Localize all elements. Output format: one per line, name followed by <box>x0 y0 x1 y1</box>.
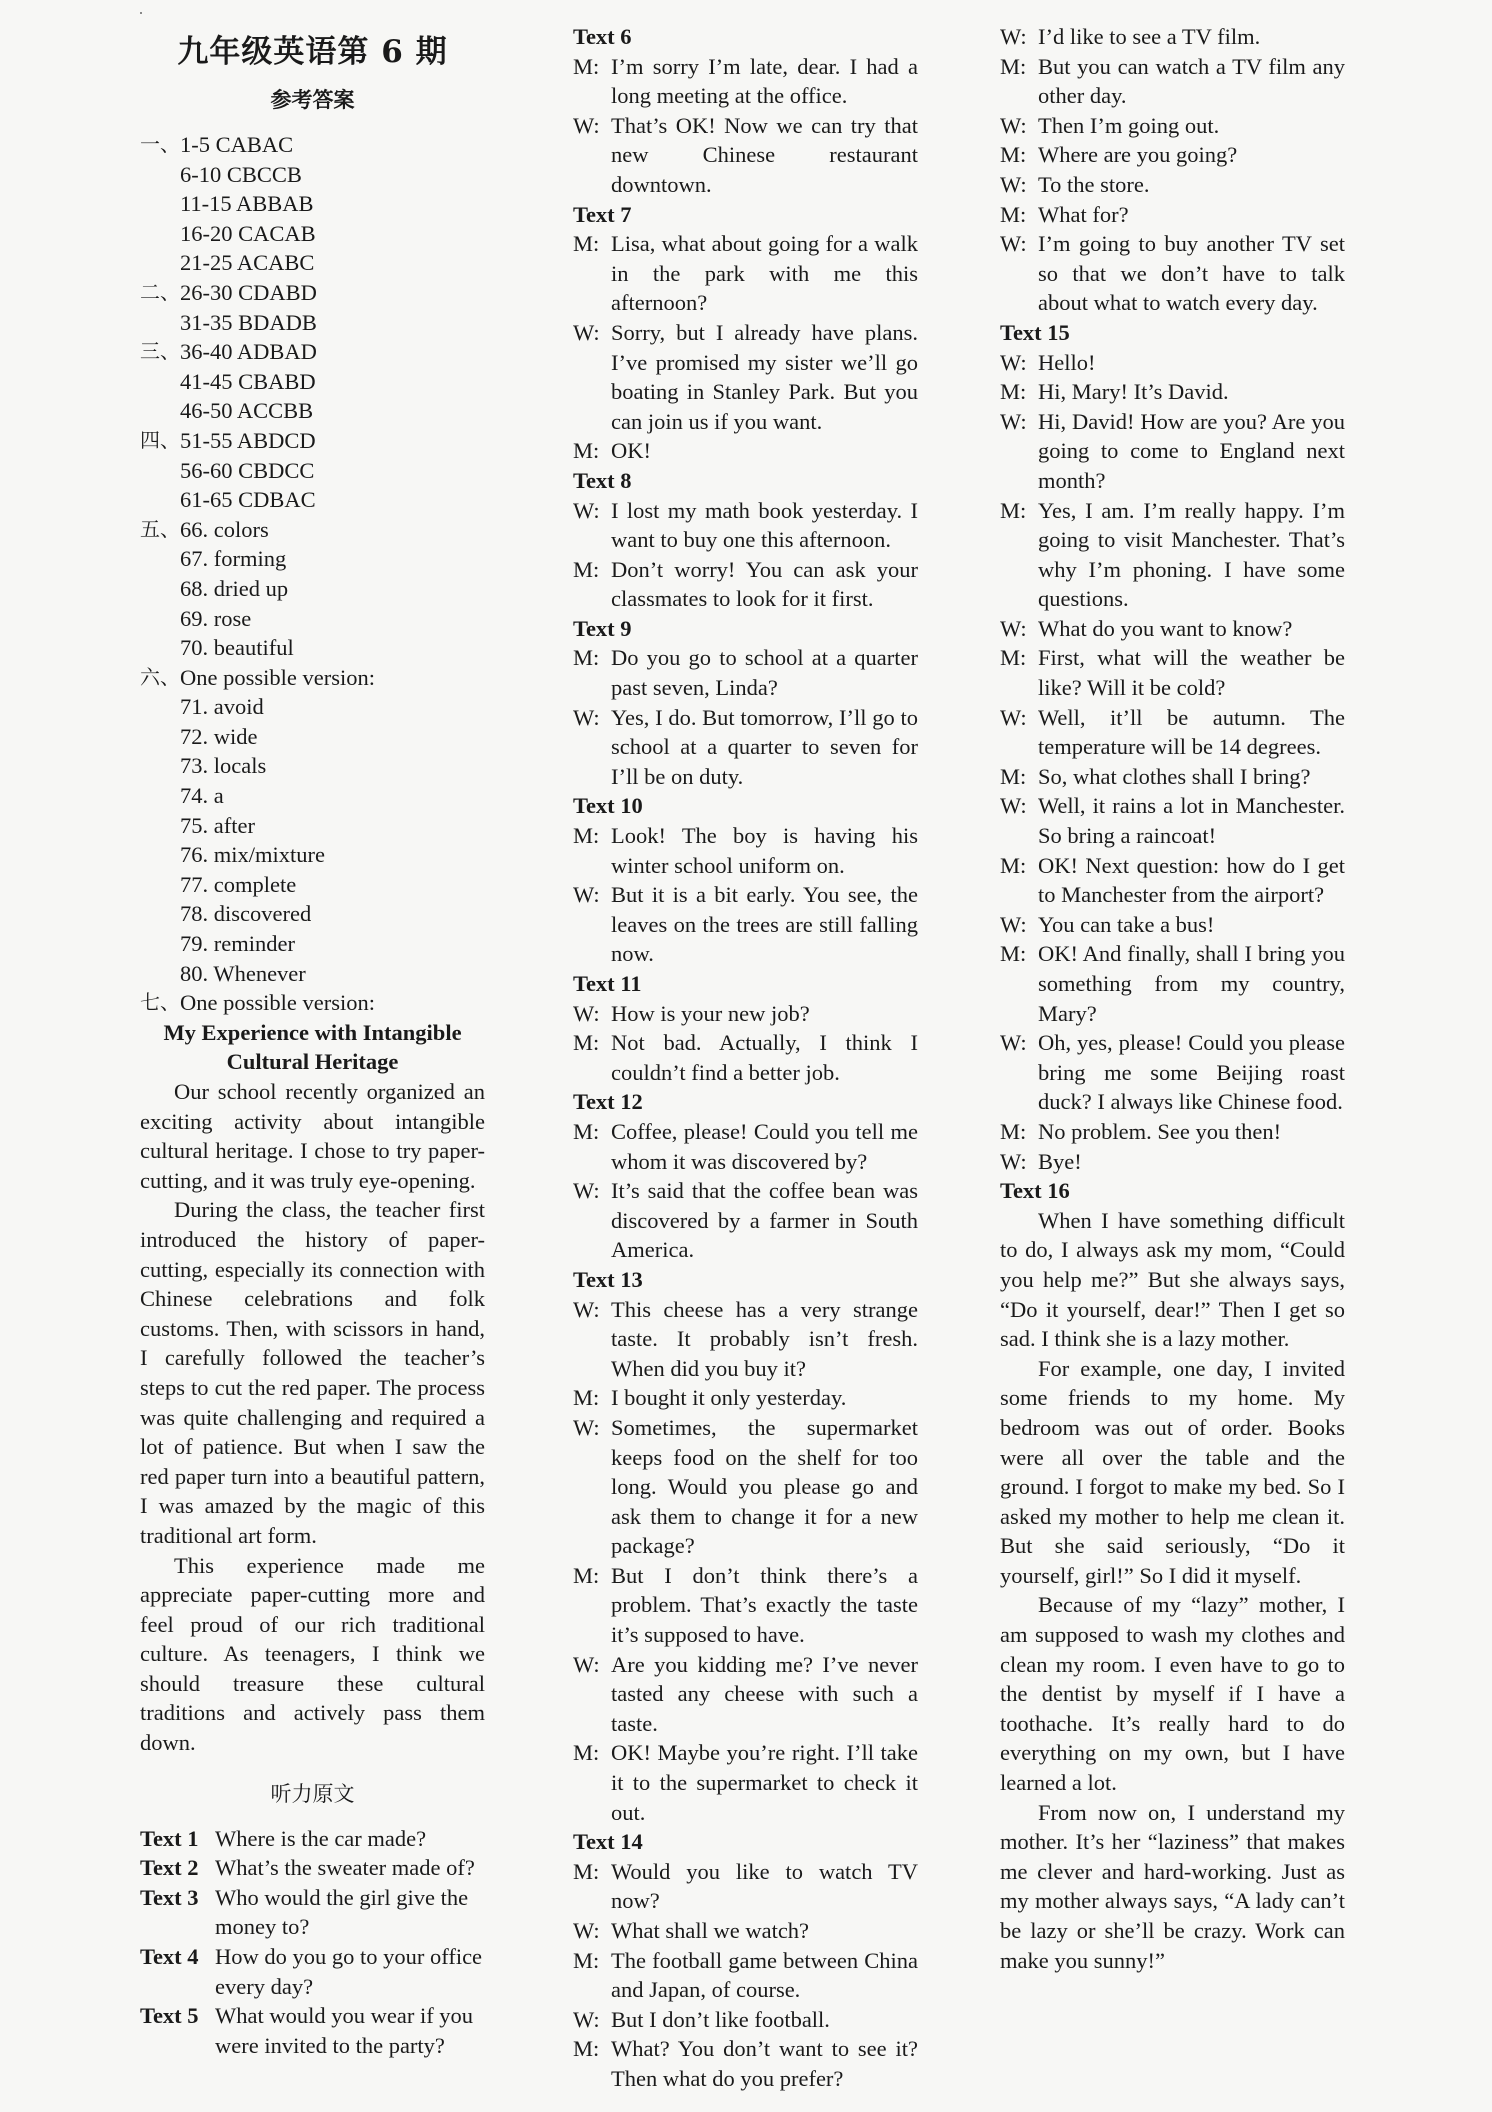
speaker-label: W: <box>1000 704 1027 730</box>
answer-row <box>140 781 485 811</box>
question-row <box>140 2001 485 2060</box>
speaker-label: M: <box>573 438 600 464</box>
paragraph-text: This experience made me appreciate paper-cutting more and feel proud of our rich traditional culture. As teenagers, I think we should treasure these cultural traditions and actively pass them down. <box>140 1552 485 1756</box>
dialogue-line <box>573 555 918 614</box>
narrative-paragraph <box>1000 1206 1345 1354</box>
dialogue-line <box>573 643 918 702</box>
utterance-text: The football game between China and Japan, of course. <box>611 1947 918 2003</box>
answer-text: 74. a <box>180 783 224 809</box>
answer-text: 72. wide <box>180 723 258 749</box>
answer-text: 66. colors <box>180 516 269 542</box>
answer-row <box>140 692 485 722</box>
utterance-text: No problem. See you then! <box>1038 1118 1282 1144</box>
speaker-label: W: <box>573 319 600 345</box>
speaker-label: M: <box>1000 379 1027 405</box>
section-marker <box>140 722 180 752</box>
answer-row <box>140 189 485 219</box>
utterance-text: Yes, I do. But tomorrow, I’ll go to school at a quarter to seven for I’ll be on duty. <box>611 704 918 789</box>
column-transcript-3 <box>1000 22 1345 1975</box>
speaker-label: W: <box>573 497 600 523</box>
speaker-label: M: <box>573 1562 600 1588</box>
transcript-heading: Text 9 <box>573 615 632 641</box>
answer-text: 77. complete <box>180 871 297 897</box>
speaker-label: W: <box>573 704 600 730</box>
dialogue-line <box>573 1561 918 1650</box>
answer-row <box>140 456 485 486</box>
question-text: How do you go to your office every day? <box>215 1944 483 1999</box>
utterance-text: Hello! <box>1038 349 1096 375</box>
dialogue-line <box>1000 407 1345 496</box>
answer-text: 31-35 BDADB <box>180 309 317 335</box>
speaker-label: W: <box>1000 112 1027 138</box>
answer-row <box>140 604 485 634</box>
utterance-text: But I don’t think there’s a problem. That’s exactly the taste it’s supposed to have. <box>611 1562 918 1648</box>
dialogue-line <box>1000 1147 1345 1177</box>
utterance-text: Lisa, what about going for a walk in the park with me this afternoon? <box>611 231 918 316</box>
answer-text: One possible version: <box>180 664 375 690</box>
answer-row <box>140 751 485 781</box>
answer-text: 16-20 CACAB <box>180 220 316 246</box>
transcript-heading: Text 15 <box>1000 319 1070 345</box>
question-label: Text 5 <box>140 2003 199 2029</box>
speaker-label: W: <box>573 1296 600 1322</box>
transcript-heading: Text 10 <box>573 793 643 819</box>
utterance-text: But it is a bit early. You see, the leaves on the trees are still falling now. <box>611 882 918 967</box>
dialogue-line <box>573 2034 918 2093</box>
answer-row <box>140 544 485 574</box>
utterance-text: OK! <box>611 438 651 464</box>
dialogue-line <box>1000 762 1345 792</box>
utterance-text: Coffee, please! Could you tell me whom it was discovered by? <box>611 1118 918 1174</box>
utterance-text: You can take a bus! <box>1038 911 1215 937</box>
utterance-text: Yes, I am. I’m really happy. I’m going to visit Manchester. That’s why I’m phoning. I have some questions. <box>1038 497 1345 612</box>
answer-text: 70. beautiful <box>180 635 294 661</box>
speaker-label: M: <box>1000 201 1027 227</box>
answer-row <box>140 219 485 249</box>
speaker-label: W: <box>1000 1148 1027 1174</box>
transcript-heading: Text 6 <box>573 24 632 49</box>
paragraph-text: When I have something difficult to do, I always ask my mom, “Could you help me?” But she always says, “Do it yourself, dear!” Then I get so sad. I think she is a lazy mother. <box>1000 1207 1345 1352</box>
dialogue-line <box>573 880 918 969</box>
speaker-label: M: <box>573 556 600 582</box>
dialogue-line <box>1000 614 1345 644</box>
dialogue-line <box>573 1176 918 1265</box>
section-marker <box>140 959 180 989</box>
question-text: Who would the girl give the money to? <box>215 1884 469 1940</box>
speaker-label: M: <box>573 1740 600 1766</box>
dialogue-line <box>1000 496 1345 614</box>
answer-text: 6-10 CBCCB <box>180 161 302 187</box>
utterance-text: Not bad. Actually, I think I couldn’t find a better job. <box>611 1030 918 1085</box>
answer-row <box>140 337 485 367</box>
utterance-text: Don’t worry! You can ask your classmates to look for it first. <box>611 556 918 612</box>
answer-text: 67. forming <box>180 546 287 572</box>
transcript-heading: Text 8 <box>573 467 632 493</box>
section-marker <box>140 692 180 722</box>
section-marker: 四、 <box>140 427 180 452</box>
answer-text: 79. reminder <box>180 931 295 957</box>
speaker-label: W: <box>1000 615 1027 641</box>
dialogue-line <box>1000 1028 1345 1117</box>
section-marker <box>140 870 180 900</box>
dialogue-line <box>573 1028 918 1087</box>
dialogue-line <box>1000 377 1345 407</box>
section-marker <box>140 633 180 663</box>
utterance-text: Are you kidding me? I’ve never tasted any cheese with such a taste. <box>611 1651 918 1736</box>
question-row <box>140 1824 485 1854</box>
answer-text: 51-55 ABDCD <box>180 427 316 453</box>
speaker-label: M: <box>573 53 600 79</box>
answer-row <box>140 367 485 397</box>
answer-row <box>140 870 485 900</box>
answer-text: 46-50 ACCBB <box>180 398 314 424</box>
section-marker <box>140 899 180 929</box>
section-marker: 五、 <box>140 516 180 541</box>
section-marker: 七、 <box>140 990 180 1015</box>
essay <box>140 1018 485 1758</box>
answer-row <box>140 722 485 752</box>
speaker-label: W: <box>573 1918 600 1943</box>
utterance-text: Sometimes, the supermarket keeps food on the shelf for too long. Would you please go and ask them to change it for a new package? <box>611 1414 918 1559</box>
question-row <box>140 1853 485 1883</box>
dialogue-line <box>573 1413 918 1561</box>
speaker-label: M: <box>1000 53 1027 79</box>
dialogue-line <box>573 703 918 792</box>
speaker-label: M: <box>573 823 600 849</box>
utterance-text: Where are you going? <box>1038 142 1238 168</box>
speaker-label: M: <box>573 1030 600 1056</box>
utterance-text: I lost my math book yesterday. I want to buy one this afternoon. <box>611 497 918 553</box>
answer-row <box>140 160 485 190</box>
utterance-text: OK! And finally, shall I bring you something from my country, Mary? <box>1038 941 1345 1026</box>
utterance-text: What for? <box>1038 201 1129 227</box>
answer-text: 69. rose <box>180 605 252 631</box>
answer-text: One possible version: <box>180 990 375 1016</box>
section-marker <box>140 544 180 574</box>
utterance-text: This cheese has a very strange taste. It probably isn’t fresh. When did you buy it? <box>611 1296 918 1381</box>
question-row <box>140 1883 485 1942</box>
utterance-text: What do you want to know? <box>1038 615 1293 641</box>
dialogue-line <box>1000 170 1345 200</box>
speaker-label: W: <box>573 112 600 138</box>
answer-text: 1-5 CABAC <box>180 132 294 157</box>
dialogue-line <box>573 1857 918 1916</box>
narrative-paragraph <box>1000 1354 1345 1591</box>
dialogue-line <box>573 1946 918 2005</box>
dialogue-line <box>1000 140 1345 170</box>
answer-row <box>140 663 485 693</box>
speaker-label: M: <box>573 1385 600 1411</box>
section-marker <box>140 811 180 841</box>
section-marker <box>140 751 180 781</box>
essay-paragraph <box>140 1195 485 1550</box>
utterance-text: Then I’m going out. <box>1038 112 1220 138</box>
speaker-label: M: <box>1000 497 1027 523</box>
dialogue-line <box>573 52 918 111</box>
utterance-text: Hi, Mary! It’s David. <box>1038 379 1229 405</box>
utterance-text: OK! Next question: how do I get to Manchester from the airport? <box>1038 852 1345 908</box>
answer-text: 68. dried up <box>180 575 289 601</box>
speaker-label: M: <box>1000 852 1027 878</box>
answer-text: 75. after <box>180 812 255 838</box>
speaker-label: W: <box>1000 911 1027 937</box>
section-marker <box>140 248 180 278</box>
paragraph-text: Our school recently organized an exciting activity about intangible cultural heritage. I chose to try paper-cutting, and it was truly eye-opening. <box>140 1079 485 1193</box>
speaker-label: M: <box>573 2036 600 2062</box>
question-label: Text 3 <box>140 1884 199 1910</box>
section-marker: 三、 <box>140 339 180 364</box>
dialogue-line <box>573 1916 918 1946</box>
speaker-label: W: <box>573 1414 600 1440</box>
section-marker <box>140 840 180 870</box>
speaker-label: W: <box>1000 171 1027 197</box>
answer-row <box>140 959 485 989</box>
utterance-text: That’s OK! Now we can try that new Chinese restaurant downtown. <box>611 112 918 197</box>
question-text: Where is the car made? <box>215 1825 427 1851</box>
paragraph-text: During the class, the teacher first introduced the history of paper-cutting, especially its connection with Chinese celebrations and folk customs. Then, with scissors in hand, I carefully followed the teacher’s steps to cut the red paper. The process was quite challenging and required a lot of patience. But when I saw the red paper turn into a beautiful pattern, I was amazed by the magic of this traditional art form. <box>140 1197 485 1548</box>
utterance-text: So, what clothes shall I bring? <box>1038 763 1311 789</box>
answer-row <box>140 988 485 1018</box>
dialogue-line <box>573 436 918 466</box>
dialogue-line <box>573 111 918 200</box>
dialogue-line <box>573 1295 918 1384</box>
essay-title-line2: Cultural Heritage <box>226 1049 399 1075</box>
dialogue-line <box>573 999 918 1029</box>
transcript-heading: Text 7 <box>573 201 632 227</box>
dialogue-line <box>573 229 918 318</box>
section-marker <box>140 781 180 811</box>
speaker-label: M: <box>573 1947 600 1973</box>
speaker-label: M: <box>1000 142 1027 168</box>
dialogue-line <box>573 821 918 880</box>
answer-text: 80. Whenever <box>180 960 306 986</box>
answer-row <box>140 840 485 870</box>
answer-text: 78. discovered <box>180 901 312 927</box>
utterance-text: Do you go to school at a quarter past seven, Linda? <box>611 645 918 701</box>
answer-text: 61-65 CDBAC <box>180 487 316 513</box>
section-marker <box>140 367 180 397</box>
dialogue-line <box>573 496 918 555</box>
dialogue-line <box>1000 643 1345 702</box>
answers-heading: 参考答案 <box>270 87 355 112</box>
narrative-paragraph <box>1000 1590 1345 1797</box>
utterance-text: But I don’t like football. <box>611 2006 830 2032</box>
question-list <box>140 1824 485 2061</box>
answer-row <box>140 130 485 160</box>
answer-text: 21-25 ACABC <box>180 250 315 276</box>
answer-row <box>140 574 485 604</box>
speaker-label: W: <box>1000 231 1027 257</box>
speaker-label: M: <box>1000 941 1027 967</box>
section-marker <box>140 308 180 338</box>
section-marker <box>140 160 180 190</box>
utterance-text: How is your new job? <box>611 1000 810 1026</box>
answer-text: 76. mix/mixture <box>180 842 325 868</box>
question-label: Text 1 <box>140 1825 199 1851</box>
speaker-label: W: <box>573 1178 600 1204</box>
utterance-text: First, what will the weather be like? Will it be cold? <box>1038 645 1345 701</box>
speaker-label: M: <box>573 231 600 257</box>
answer-row <box>140 929 485 959</box>
utterance-text: It’s said that the coffee bean was discovered by a farmer in South America. <box>611 1178 918 1263</box>
page-title: 九年级英语第 6 期 <box>177 34 448 70</box>
speaker-label: W: <box>573 1651 600 1677</box>
speaker-label: M: <box>1000 763 1027 789</box>
dialogue-line <box>1000 348 1345 378</box>
answer-list <box>140 130 485 1018</box>
dialogue-line <box>1000 1117 1345 1147</box>
speaker-label: W: <box>573 2006 600 2032</box>
answer-text: 71. avoid <box>180 694 264 720</box>
utterance-text: Sorry, but I already have plans. I’ve promised my sister we’ll go boating in Stanley Park. But you can join us if you want. <box>611 319 918 434</box>
column-answers <box>140 0 485 2060</box>
speaker-label: M: <box>573 645 600 671</box>
dialogue-line <box>1000 851 1345 910</box>
section-marker: 二、 <box>140 279 180 304</box>
dialogue-line <box>573 1738 918 1827</box>
question-label: Text 2 <box>140 1855 199 1881</box>
paragraph-text: From now on, I understand my mother. It’s her “laziness” that makes me clever and hard-working. Just as my mother always says, “A lady can’t be lazy or she’ll be crazy. Work can make you sunny!” <box>1000 1799 1345 1973</box>
speaker-label: W: <box>1000 24 1027 49</box>
answer-row <box>140 811 485 841</box>
essay-title-line1: My Experience with Intangible <box>163 1019 462 1045</box>
speaker-label: W: <box>573 882 600 908</box>
transcript-heading: Text 11 <box>573 971 642 996</box>
section-marker <box>140 929 180 959</box>
speaker-label: M: <box>573 1858 600 1884</box>
dialogue-line <box>1000 229 1345 318</box>
column-transcript-2 <box>573 22 918 2094</box>
question-label: Text 4 <box>140 1944 199 1970</box>
dialogue-line <box>573 1383 918 1413</box>
question-text: What would you wear if you were invited to the party? <box>215 2003 474 2058</box>
utterance-text: I bought it only yesterday. <box>611 1385 847 1411</box>
speaker-label: W: <box>1000 793 1027 819</box>
listening-heading: 听力原文 <box>270 1781 355 1806</box>
dialogue-line <box>1000 22 1345 52</box>
utterance-text: Well, it’ll be autumn. The temperature will be 14 degrees. <box>1038 704 1345 760</box>
utterance-text: I’m sorry I’m late, dear. I had a long meeting at the office. <box>611 53 918 109</box>
dialogue-line <box>1000 111 1345 141</box>
dialogue-line <box>1000 791 1345 850</box>
utterance-text: I’d like to see a TV film. <box>1038 24 1261 49</box>
answer-text: 36-40 ADBAD <box>180 339 317 365</box>
utterance-text: Oh, yes, please! Could you please bring me some Beijing roast duck? I always like Chinese food. <box>1038 1030 1345 1115</box>
transcript-heading: Text 16 <box>1000 1178 1070 1204</box>
answer-row <box>140 899 485 929</box>
speaker-label: M: <box>1000 645 1027 671</box>
utterance-text: To the store. <box>1038 171 1150 197</box>
section-marker <box>140 189 180 219</box>
answer-row <box>140 426 485 456</box>
section-marker <box>140 485 180 515</box>
section-marker <box>140 456 180 486</box>
utterance-text: Hi, David! How are you? Are you going to come to England next month? <box>1038 408 1345 493</box>
speaker-label: W: <box>573 1000 600 1026</box>
dialogue-line <box>573 1117 918 1176</box>
answer-text: 73. locals <box>180 753 267 779</box>
speaker-label: W: <box>1000 349 1027 375</box>
dialogue-line <box>1000 910 1345 940</box>
utterance-text: But you can watch a TV film any other day. <box>1038 53 1345 109</box>
transcript-heading: Text 14 <box>573 1829 643 1855</box>
answer-row <box>140 633 485 663</box>
dialogue-line <box>573 2005 918 2035</box>
answer-text: 26-30 CDABD <box>180 279 317 305</box>
speaker-label: W: <box>1000 408 1027 434</box>
answer-text: 56-60 CBDCC <box>180 457 315 483</box>
dialogue-line <box>573 1650 918 1739</box>
answer-row <box>140 278 485 308</box>
dialogue-line <box>1000 939 1345 1028</box>
section-marker <box>140 604 180 634</box>
utterance-text: Would you like to watch TV now? <box>611 1858 918 1914</box>
transcript-heading: Text 13 <box>573 1266 643 1292</box>
utterance-text: What shall we watch? <box>611 1918 810 1943</box>
utterance-text: I’m going to buy another TV set so that we don’t have to talk about what to watch every day. <box>1038 231 1345 316</box>
narrative-paragraph <box>1000 1798 1345 1976</box>
paragraph-text: For example, one day, I invited some friends to my home. My bedroom was out of order. Books were all over the table and the ground. I forgot to make my bed. So I asked my mother to help me clean it. But she said seriously, “Do it yourself, girl!” So I did it myself. <box>1000 1355 1345 1588</box>
speaker-label: W: <box>1000 1030 1027 1056</box>
answer-text: 11-15 ABBAB <box>180 191 314 217</box>
answer-row <box>140 515 485 545</box>
answer-text: 41-45 CBABD <box>180 368 316 394</box>
answer-row <box>140 248 485 278</box>
section-marker <box>140 396 180 426</box>
essay-paragraph <box>140 1077 485 1195</box>
speaker-label: M: <box>1000 1118 1027 1144</box>
utterance-text: Well, it rains a lot in Manchester. So bring a raincoat! <box>1038 793 1345 849</box>
answer-row <box>140 396 485 426</box>
speaker-label: M: <box>573 1118 600 1144</box>
answer-row <box>140 485 485 515</box>
transcript-heading: Text 12 <box>573 1089 643 1115</box>
utterance-text: Bye! <box>1038 1148 1082 1174</box>
dialogue-line <box>1000 200 1345 230</box>
utterance-text: OK! Maybe you’re right. I’ll take it to the supermarket to check it out. <box>611 1740 918 1825</box>
question-text: What’s the sweater made of? <box>215 1855 475 1881</box>
paragraph-text: Because of my “lazy” mother, I am supposed to wash my clothes and clean my room. I even have to go to the dentist by myself if I have a toothache. It’s really hard to do everything on my own, but I have learned a lot. <box>1000 1592 1345 1796</box>
utterance-text: Look! The boy is having his winter school uniform on. <box>611 823 918 878</box>
essay-paragraph <box>140 1551 485 1758</box>
dialogue-line <box>1000 52 1345 111</box>
section-marker: 六、 <box>140 664 180 689</box>
answer-row <box>140 308 485 338</box>
utterance-text: What? You don’t want to see it? Then what do you prefer? <box>611 2036 918 2091</box>
section-marker <box>140 219 180 249</box>
section-marker: 一、 <box>140 132 180 156</box>
dialogue-line <box>1000 703 1345 762</box>
question-row <box>140 1942 485 2001</box>
dialogue-line <box>573 318 918 436</box>
section-marker <box>140 574 180 604</box>
